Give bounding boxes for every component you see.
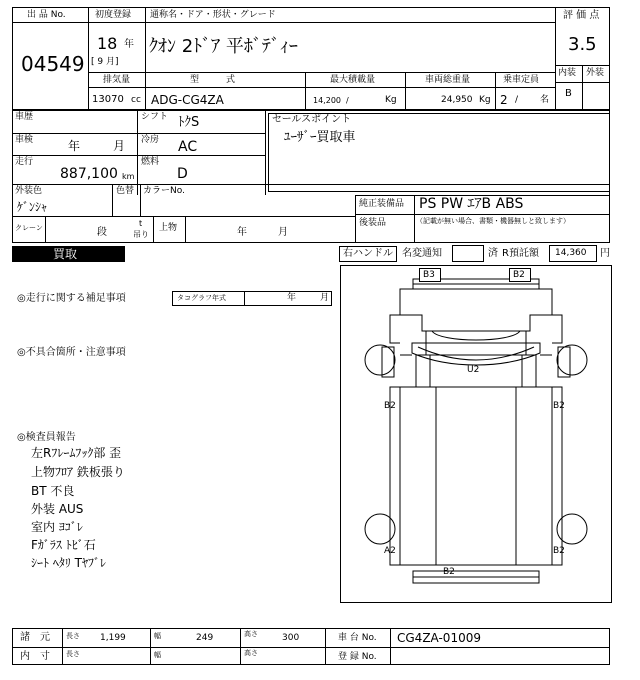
- grade: 3.5: [568, 34, 597, 55]
- tachograph-month-unit: 月: [320, 293, 330, 303]
- steering: 右ハンドル: [343, 248, 393, 259]
- reg-year: 18: [97, 34, 118, 53]
- interior-label: 内装: [558, 68, 577, 78]
- chassis: CG4ZA-01009: [397, 631, 481, 645]
- lot-no-label: 出 品 No.: [27, 10, 66, 20]
- inner-height-label: 高さ: [244, 649, 258, 657]
- inspector-label: ◎検査員報告: [17, 432, 76, 443]
- inspection-month-unit: 月: [113, 139, 126, 153]
- aftermarket-note: （記載が無い場合、書類・機器無しと致します）: [416, 217, 570, 225]
- crane-ton-unit: t: [139, 219, 143, 228]
- truck-damage-diagram: [340, 265, 612, 603]
- aftermarket-label: 後装品: [359, 218, 387, 228]
- first-reg-label: 初度登録: [95, 10, 132, 20]
- dimensions-label: 諸 元: [20, 632, 50, 643]
- inspector-line: BT 不良: [31, 484, 75, 498]
- gross-weight-label: 車両総重量: [425, 75, 471, 85]
- length: 1,199: [100, 633, 126, 643]
- lot-no: 04549: [21, 52, 85, 76]
- recycle-unit: 円: [600, 248, 610, 259]
- inspector-line: 上物ﾌﾛｱ 鉄板張り: [31, 465, 125, 479]
- crane-label: クレーン: [15, 224, 43, 232]
- shift-label: シフト: [141, 112, 169, 122]
- recycle-label: 済: [488, 248, 498, 259]
- damage-mark-label: B2: [443, 567, 455, 577]
- damage-mark-label: B2: [384, 401, 396, 411]
- max-load-unit: Kg: [385, 95, 397, 105]
- capacity-label: 乗車定員: [503, 75, 540, 85]
- exterior-label: 外装: [586, 68, 605, 78]
- inspector-line: 室内 ﾖｺﾞﾚ: [31, 520, 83, 534]
- tachograph-label: タコグラフ年式: [177, 294, 226, 302]
- color-code-label: 色替: [116, 186, 135, 196]
- color: ｹﾞﾝｼｬ: [17, 200, 48, 214]
- ac: AC: [178, 139, 198, 155]
- width-label: 幅: [154, 632, 161, 640]
- interior-grade: B: [565, 88, 572, 99]
- sales-point-label: セールスポイント: [272, 114, 352, 125]
- displacement-label: 排気量: [103, 75, 131, 85]
- inner-dim-label: 内 寸: [20, 651, 50, 662]
- inspector-line: 外装 AUS: [31, 502, 84, 516]
- history-label: 車歴: [15, 112, 34, 122]
- purchase-label: 買取: [53, 247, 78, 261]
- model-code: ADG-CG4ZA: [151, 93, 224, 107]
- name-change-label: 名変通知: [402, 248, 442, 259]
- inner-width-label: 幅: [154, 651, 161, 659]
- model-code-label: 型 式: [190, 75, 236, 85]
- driving-notes-label: ◎走行に関する補足事項: [17, 293, 126, 304]
- ac-label: 冷房: [141, 135, 160, 145]
- gross-weight: 24,950: [441, 95, 473, 105]
- width: 249: [196, 633, 214, 643]
- inner-length-label: 長さ: [66, 650, 80, 658]
- inspection-label: 車検: [15, 135, 34, 145]
- damage-mark-label: B2: [553, 546, 565, 556]
- damage-mark-label: B2: [513, 270, 525, 280]
- grade-label: 評 価 点: [563, 10, 600, 21]
- tachograph-year-unit: 年: [287, 293, 297, 303]
- mileage-label: 走行: [15, 157, 34, 167]
- reg-no-label: 登 録 No.: [338, 652, 377, 662]
- max-load: 14,200: [313, 96, 341, 105]
- model-title-label: 通称名・ドア・形状・グレード: [150, 10, 276, 20]
- damage-mark-label: B3: [423, 270, 435, 280]
- height: 300: [282, 633, 300, 643]
- height-label: 高さ: [244, 630, 258, 638]
- capacity-unit: 名: [540, 95, 550, 105]
- fuel-label: 燃料: [141, 157, 160, 167]
- inspector-line: 左Rﾌﾚｰﾑﾌｯｸ部 歪: [31, 446, 122, 460]
- equipment-label: 純正装備品: [359, 199, 405, 209]
- displacement-unit: cc: [131, 95, 141, 105]
- max-load-label: 最大積載量: [330, 75, 376, 85]
- damage-mark-label: B2: [553, 401, 565, 411]
- body-year-unit: 年: [237, 227, 247, 238]
- name-change-box: [452, 245, 484, 262]
- gross-weight-unit: Kg: [479, 95, 491, 105]
- chassis-label: 車 台 No.: [338, 633, 377, 643]
- truck-outline: [340, 265, 612, 603]
- recycle-deposit-label: R預託額: [502, 248, 539, 259]
- sales-point: ﾕｰｻﾞｰ買取車: [284, 130, 356, 145]
- reg-month: [ 9 月]: [91, 57, 119, 67]
- displacement: 13070: [92, 94, 124, 105]
- inspector-line: ｼｰﾄ ﾍﾀﾘ Tﾔﾌﾞﾚ: [31, 556, 106, 570]
- damage-mark-label: U2: [467, 365, 480, 375]
- color-label: 外装色: [15, 186, 43, 196]
- crane-stage-unit: 段: [97, 227, 107, 238]
- fuel: D: [177, 166, 188, 182]
- color-no-label: カラーNo.: [143, 186, 185, 196]
- inspector-line: Fｶﾞﾗｽ ﾄﾋﾞ石: [31, 538, 96, 552]
- body-month-unit: 月: [278, 227, 288, 238]
- crane-hang-unit: 吊り: [133, 230, 149, 239]
- capacity: 2: [500, 93, 508, 107]
- model-title: ｸｵﾝ 2ﾄﾞｱ 平ﾎﾞﾃﾞｨｰ: [149, 36, 298, 57]
- damage-mark-label: A2: [384, 546, 396, 556]
- reg-year-unit: 年: [124, 39, 134, 50]
- length-label: 長さ: [66, 632, 80, 640]
- recycle-deposit: 14,360: [555, 248, 587, 258]
- defects-label: ◎不具合箇所・注意事項: [17, 347, 126, 358]
- equipment: PS PW ｴｱB ABS: [419, 196, 524, 212]
- mileage-unit: km: [122, 172, 135, 181]
- mileage: 887,100: [60, 166, 118, 182]
- inspection-year-unit: 年: [68, 139, 81, 153]
- body-label: 上物: [159, 223, 178, 233]
- shift: ﾄｸS: [178, 115, 200, 130]
